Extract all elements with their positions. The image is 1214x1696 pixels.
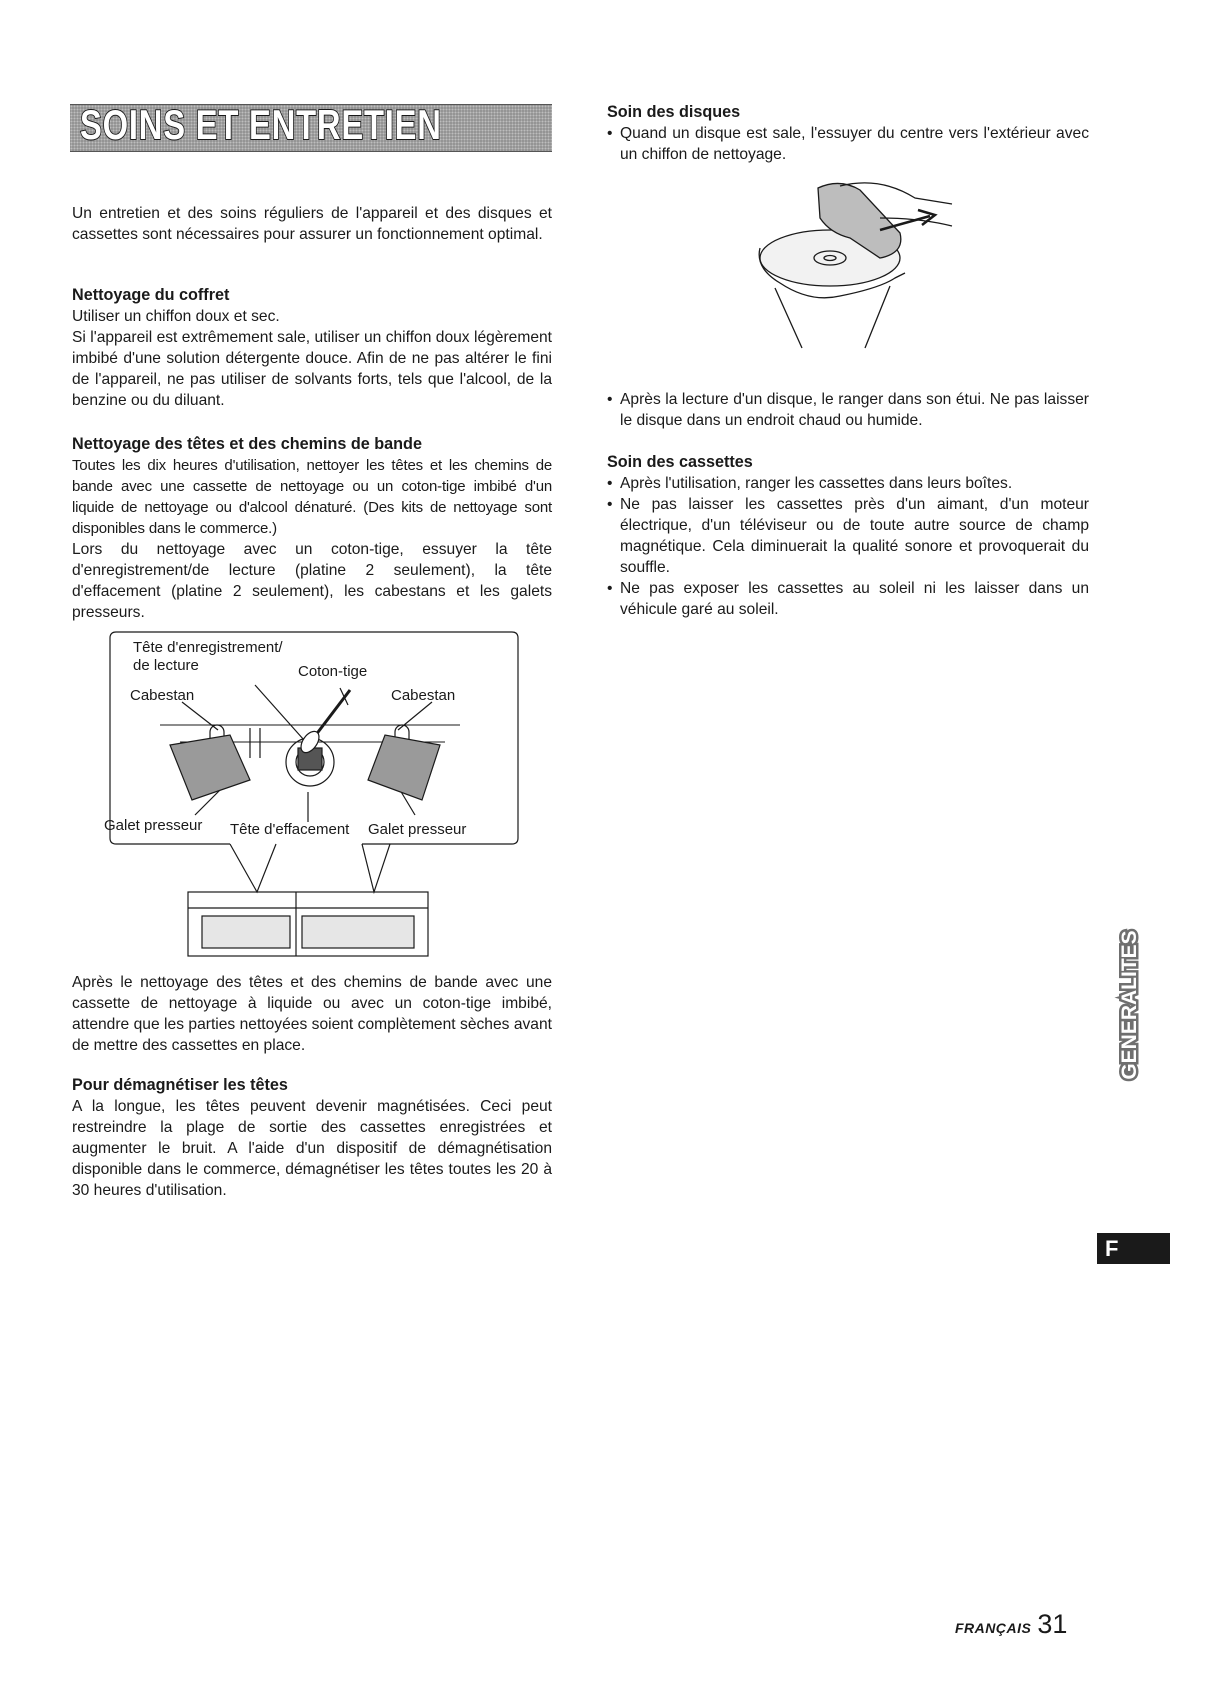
callout-pointer-left — [230, 844, 390, 892]
discs-section-2 — [607, 389, 1089, 431]
intro-paragraph: Un entretien et des soins réguliers de l'appareil et des disques et cassettes sont nécessaires pour assurer un fonctionnement optimal. — [72, 205, 552, 243]
title-banner — [70, 101, 552, 152]
demag-heading: Pour démagnétiser les têtes — [72, 1076, 288, 1094]
discs-heading: Soin des disques — [607, 103, 741, 121]
discs-bullet-1: • Quand un disque est sale, l'essuyer du centre vers l'extérieur avec un chiffon de nettoyage. — [607, 123, 1089, 165]
cassettes-bullet-3: • Ne pas exposer les cassettes au soleil ni les laisser dans un véhicule garé au soleil. — [607, 578, 1089, 620]
disc-cleaning-figure — [730, 178, 970, 368]
section-side-tab — [1113, 925, 1147, 1085]
page-number: 31 — [1037, 1609, 1068, 1639]
fig-label-pinch-right: Galet presseur — [368, 821, 467, 838]
fig-label-capstan-left: Cabestan — [130, 687, 195, 704]
after-cleaning-paragraph: Après le nettoyage des têtes et des chemins de bande avec une cassette de nettoyage à liquide ou avec un coton-tige imbibé, attendre que les parties nettoyées soient complètement sèches avant de mettre des cassettes en place. — [72, 974, 552, 1054]
pinch-roller-right — [368, 735, 440, 800]
cassettes-section — [607, 452, 1089, 620]
language-marker — [1097, 1233, 1170, 1264]
cabinet-p2: Si l'appareil est extrêmement sale, utiliser un chiffon doux légèrement imbibé d'une solution détergente douce. Afin de ne pas altérer le fini de l'appareil, ne pas utiliser de solvants forts, tels que l'alcool, de la benzine ou du diluant. — [72, 329, 552, 409]
side-tab-label: GENERALITES — [1118, 930, 1141, 1080]
fig-label-pinch-left: Galet presseur — [104, 817, 203, 834]
pinch-roller-left — [170, 735, 250, 800]
intro-section — [72, 203, 552, 245]
fig-label-erase: Tête d'effacement — [230, 821, 350, 838]
fig-label-head-1: Tête d'enregistrement/ — [133, 639, 283, 656]
fig-label-swab: Coton-tige — [298, 663, 368, 680]
demag-section — [72, 1075, 552, 1201]
language-letter: F — [1105, 1236, 1119, 1261]
heads-p1: Toutes les dix heures d'utilisation, nettoyer les têtes et les chemins de bande avec une cassette de nettoyage ou un coton-tige imbibé d'un liquide de nettoyage ou d'alcool dénaturé. (Des kits de nettoyage sont disponibles dans le commerce.) — [72, 457, 552, 537]
page-title: SOINS ET ENTRETIEN — [80, 101, 442, 148]
fig-label-head-2: de lecture — [133, 657, 199, 674]
page-footer — [955, 1609, 1067, 1640]
discs-bullet-2: • Après la lecture d'un disque, le ranger dans son étui. Ne pas laisser le disque dans un endroit chaud ou humide. — [607, 389, 1089, 431]
after-cleaning-section — [72, 972, 552, 1056]
fig-label-capstan-right: Cabestan — [391, 687, 456, 704]
cabinet-p1: Utiliser un chiffon doux et sec. — [72, 308, 280, 325]
heads-section — [72, 434, 552, 623]
cassettes-bullet-2: • Ne pas laisser les cassettes près d'un aimant, d'un moteur électrique, d'un téléviseur ou de toute autre source de champ magnétique. Cela diminuerait la qualité sonore et provoquerait du souffle. — [607, 494, 1089, 578]
heads-p2: Lors du nettoyage avec un coton-tige, essuyer la tête d'enregistrement/de lecture (platine 2 seulement), la tête d'effacement (platine 2 seulement), les cabestans et les galets presseurs. — [72, 541, 552, 621]
discs-section — [607, 102, 1089, 165]
cassettes-bullet-1: • Après l'utilisation, ranger les cassettes dans leurs boîtes. — [607, 473, 1089, 494]
demag-p1: A la longue, les têtes peuvent devenir magnétisées. Ceci peut restreindre la plage de sortie des cassettes enregistrées et augmenter le bruit. A l'aide d'un dispositif de démagnétisation disponible dans le commerce, démagnétiser les têtes toutes les 20 à 30 heures d'utilisation. — [72, 1098, 552, 1199]
cabinet-heading: Nettoyage du coffret — [72, 286, 230, 304]
heads-heading: Nettoyage des têtes et des chemins de bande — [72, 435, 422, 453]
footer-language: FRANÇAIS — [955, 1620, 1032, 1636]
tape-head-figure — [100, 630, 520, 960]
cassettes-heading: Soin des cassettes — [607, 453, 753, 471]
cabinet-section — [72, 285, 552, 411]
